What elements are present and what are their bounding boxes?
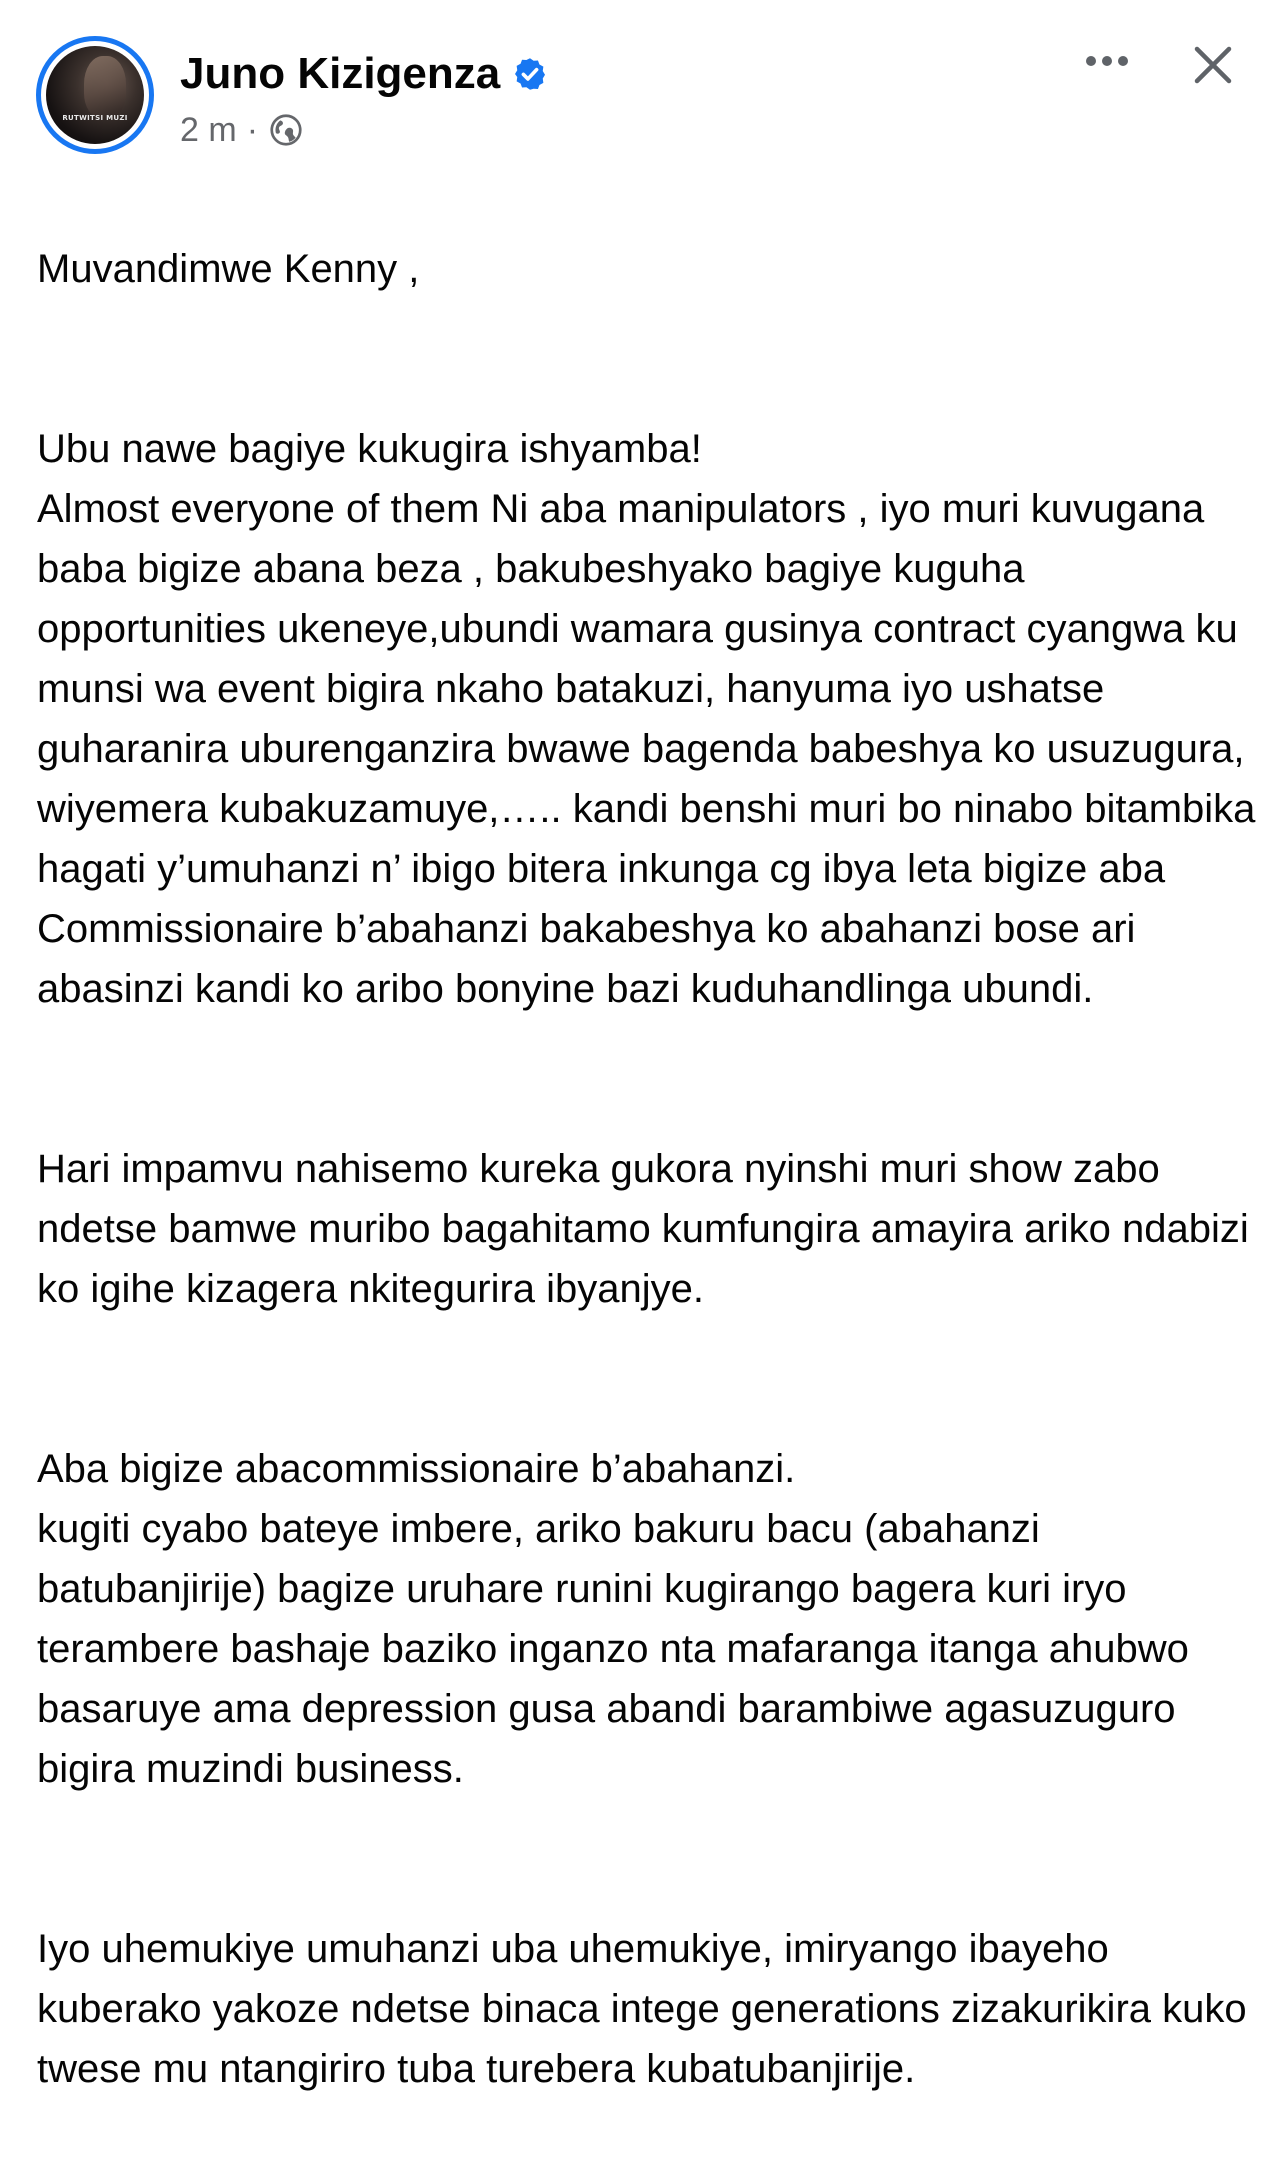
avatar-face — [84, 56, 126, 118]
meta-separator: · — [246, 110, 259, 149]
post-header — [0, 0, 1282, 165]
post-paragraph: Iyo uhemukiye umuhanzi uba uhemukiye, imiryango ibayeho kuberako yakoze ndetse binaca intege generations zizakurikira kuko twese mu ntangiriro tuba turebera kubatubanjirije. — [37, 1927, 1247, 2091]
avatar-photo — [46, 46, 144, 144]
post-meta — [180, 108, 304, 152]
post-paragraph: Ubu nawe bagiye kukugira ishyamba! Almost everyone of them Ni aba manipulators , iyo muri kuvugana baba bigize abana beza , bakubeshyako bagiye kuguha opportunities ukeneye,ubundi wamara gusinya contract cyangwa ku munsi wa event bigira nkaho batakuzi, hanyuma iyo ushatse guharanira uburenganzira bwawe bagenda babeshya ko usuzugura, wiyemera kubakuzamuye,….. kandi benshi muri bo ninabo bitambika hagati y’umuhanzi n’ ibigo bitera inkunga cg ibya leta bigize aba Commissionaire b’abahanzi bakabeshya ko abahanzi bose ari abasinzi kandi ko aribo bonyine bazi kuduhandlinga ubundi. — [37, 427, 1256, 1011]
avatar-label: RUTWITSI MUZI — [62, 114, 128, 122]
author-row — [180, 44, 548, 104]
close-icon — [1193, 45, 1233, 85]
post-paragraph: Hari impamvu nahisemo kureka gukora nyinshi muri show zabo ndetse bamwe muribo bagahitamo kumfungira amayira ariko ndabizi ko igihe kizagera nkitegurira ibyanjye. — [37, 1147, 1249, 1311]
verified-badge-icon — [512, 56, 548, 92]
more-options-button[interactable] — [1072, 38, 1142, 84]
avatar[interactable] — [36, 36, 154, 154]
author-name[interactable]: Juno Kizigenza — [180, 49, 501, 98]
post-time[interactable]: 2 m — [180, 110, 237, 149]
post-text — [37, 179, 1257, 2159]
post-paragraph: Muvandimwe Kenny , — [37, 247, 420, 291]
post-paragraph: Aba bigize abacommissionaire b’abahanzi. kugiti cyabo bateye imbere, ariko bakuru bacu (abahanzi batubanjirije) bagize uruhare runini kugirango bagera kuri iryo terambere bashaje baziko inganzo nta mafaranga itanga ahubwo basaruye ama depression gusa abandi barambiwe agasuzuguro bigira muzindi business. — [37, 1447, 1189, 1791]
more-dots-icon — [1085, 55, 1129, 67]
globe-icon[interactable] — [268, 112, 304, 148]
close-button[interactable] — [1178, 30, 1248, 100]
